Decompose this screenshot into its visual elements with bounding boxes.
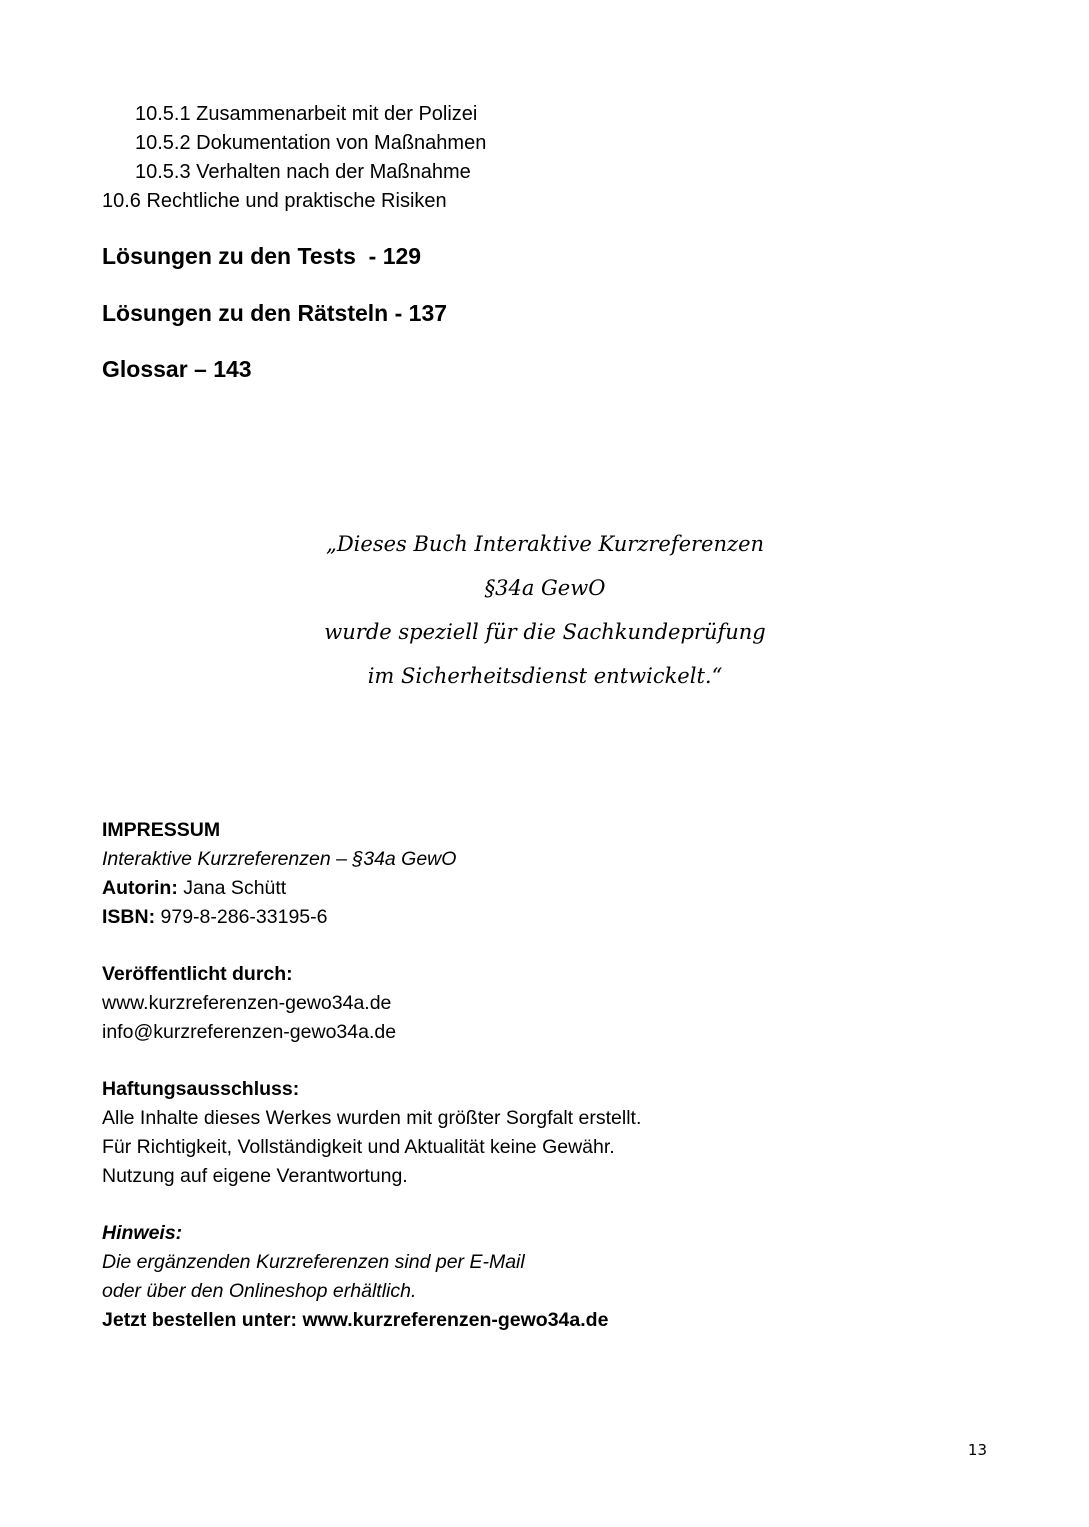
toc-item: 10.5.3 Verhalten nach der Maßnahme <box>135 161 471 183</box>
impressum-book-title: Interaktive Kurzreferenzen – §34a GewO <box>102 848 457 870</box>
published-label: Veröffentlicht durch: <box>102 963 293 985</box>
impressum-author <box>102 874 902 903</box>
disclaimer-line: Nutzung auf eigene Verantwortung. <box>102 1165 408 1187</box>
note-label: Hinweis: <box>102 1222 183 1244</box>
impressum-isbn <box>102 903 902 932</box>
toc-item: 10.5.2 Dokumentation von Maßnahmen <box>135 132 487 154</box>
impressum-section <box>102 816 902 1335</box>
quote-line: „Dieses Buch Interaktive Kurzreferenzen <box>325 532 765 556</box>
toc-heading-raetsel: Lösungen zu den Rätsteln - 137 <box>102 300 448 326</box>
disclaimer-label: Haftungsausschluss: <box>102 1078 300 1100</box>
isbn-value: 979-8-286-33195-6 <box>160 906 328 928</box>
isbn-label: ISBN: <box>102 906 156 928</box>
toc-item: 10.6 Rechtliche und praktische Risiken <box>102 190 447 212</box>
page-number: 13 <box>967 1441 987 1459</box>
author-label: Autorin: <box>102 877 178 899</box>
note-line: oder über den Onlineshop erhältlich. <box>102 1280 417 1302</box>
email-link[interactable]: info@kurzreferenzen-gewo34a.de <box>102 1021 397 1043</box>
website-link[interactable]: www.kurzreferenzen-gewo34a.de <box>102 992 392 1014</box>
toc-item: 10.5.1 Zusammenarbeit mit der Polizei <box>135 103 478 125</box>
toc-heading-tests: Lösungen zu den Tests - 129 <box>102 243 422 269</box>
impressum-title: IMPRESSUM <box>102 819 221 841</box>
disclaimer-line: Für Richtigkeit, Vollständigkeit und Aktualität keine Gewähr. <box>102 1136 615 1158</box>
order-text[interactable]: Jetzt bestellen unter: www.kurzreferenzen-gewo34a.de <box>102 1309 609 1331</box>
disclaimer-line: Alle Inhalte dieses Werkes wurden mit größter Sorgfalt erstellt. <box>102 1107 642 1129</box>
book-quote <box>230 522 860 698</box>
quote-line: wurde speziell für die Sachkundeprüfung <box>324 620 766 644</box>
table-of-contents <box>102 100 902 216</box>
author-value: Jana Schütt <box>183 877 287 899</box>
quote-line: §34a GewO <box>484 576 606 600</box>
note-line: Die ergänzenden Kurzreferenzen sind per E-Mail <box>102 1251 525 1273</box>
quote-line: im Sicherheitsdienst entwickelt.“ <box>367 664 723 688</box>
toc-heading-glossar: Glossar – 143 <box>102 356 252 382</box>
